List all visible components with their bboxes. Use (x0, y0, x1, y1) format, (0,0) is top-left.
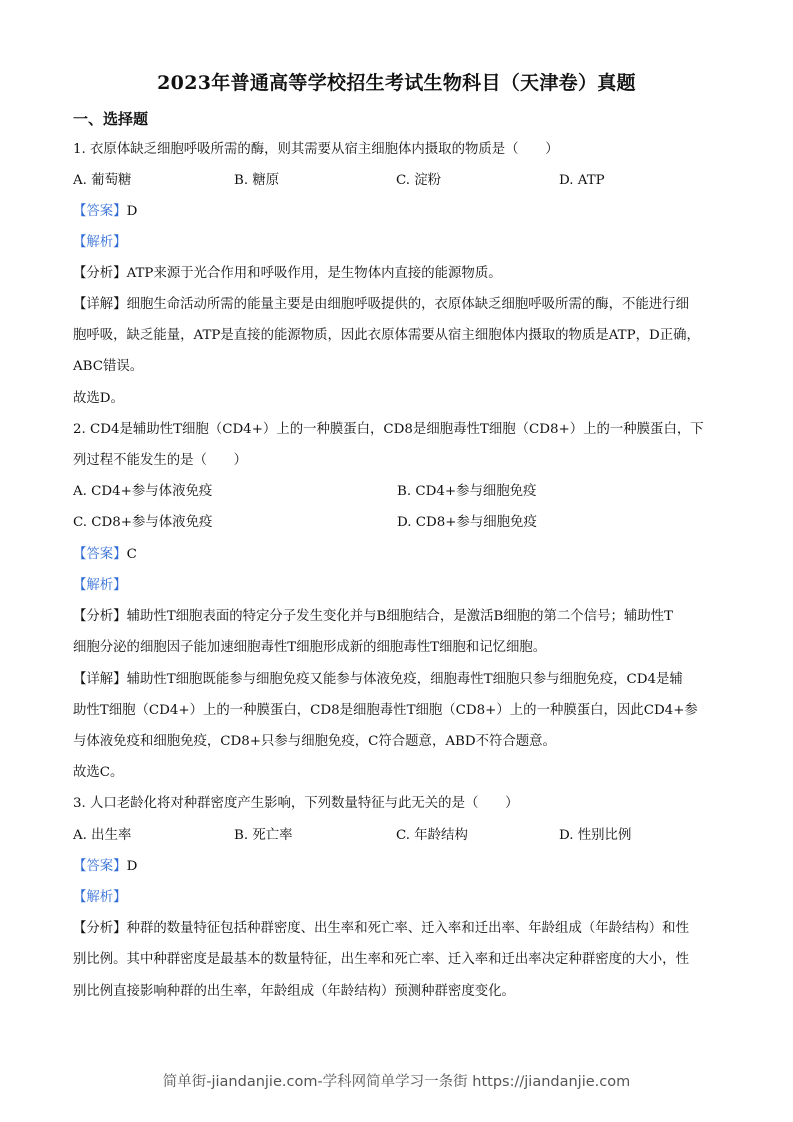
q1-detail-line-3: ABC错误。 (73, 359, 144, 374)
q1-stem: 1. 衣原体缺乏细胞呼吸所需的酶，则其需要从宿主细胞体内摄取的物质是（ ） (73, 142, 559, 157)
q2-stem-line-1: 2. CD4是辅助性T细胞（CD4+）上的一种膜蛋白，CD8是细胞毒性T细胞（CD8+）上的一种膜蛋白，下 (73, 422, 704, 437)
page-title: 2023年普通高等学校招生考试生物科目（天津卷）真题 (157, 72, 636, 94)
q3-fenxi-line-3: 别比例直接影响种群的出生率，年龄组成（年龄结构）预测种群密度变化。 (73, 984, 515, 999)
q3-analysis (73, 889, 127, 907)
analysis-tag: 【解析】 (73, 578, 127, 593)
q2-fenxi-line-1 (73, 608, 673, 626)
q2-conclusion: 故选C。 (73, 765, 124, 780)
q3-fenxi-line-1 (73, 920, 689, 938)
q2-option-d: D. CD8+参与细胞免疫 (397, 515, 537, 530)
answer-tag: 【答案】 (73, 859, 127, 874)
fenxi-tag: 【分析】 (73, 921, 127, 936)
q2-stem-line-2: 列过程不能发生的是（ ） (73, 453, 248, 468)
q3-option-c: C. 年龄结构 (396, 828, 468, 843)
answer-tag: 【答案】 (73, 204, 127, 219)
q2-analysis (73, 577, 127, 595)
q1-conclusion: 故选D。 (73, 391, 124, 406)
q2-fenxi-text-1: 辅助性T细胞表面的特定分子发生变化并与B细胞结合，是激活B细胞的第二个信号；辅助性T (126, 609, 673, 624)
q2-detail-line-3: 与体液免疫和细胞免疫，CD8+只参与细胞免疫，C符合题意，ABD不符合题意。 (73, 734, 556, 749)
fenxi-tag: 【分析】 (73, 609, 127, 624)
q3-fenxi-text-1: 种群的数量特征包括种群密度、出生率和死亡率、迁入率和迁出率、年龄组成（年龄结构）和性 (126, 921, 689, 936)
q2-option-b: B. CD4+参与细胞免疫 (397, 484, 537, 499)
q3-option-b: B. 死亡率 (234, 828, 293, 843)
q1-detail-line-2: 胞呼吸，缺乏能量，ATP是直接的能源物质，因此衣原体需要从宿主细胞体内摄取的物质是ATP，D正确， (73, 328, 700, 343)
q1-option-c: C. 淀粉 (396, 173, 442, 188)
q1-option-b: B. 糖原 (234, 173, 280, 188)
q3-option-d: D. 性别比例 (559, 828, 632, 843)
answer-tag: 【答案】 (73, 547, 127, 562)
q2-detail-line-1 (73, 671, 683, 689)
xiangjie-tag: 【详解】 (73, 297, 127, 312)
q2-fenxi-line-2: 细胞分泌的细胞因子能加速细胞毒性T细胞形成新的细胞毒性T细胞和记忆细胞。 (73, 640, 547, 655)
q1-answer (73, 203, 137, 221)
q2-answer-value: C (126, 547, 137, 562)
q2-detail-text-1: 辅助性T细胞既能参与细胞免疫又能参与体液免疫，细胞毒性T细胞只参与细胞免疫，CD4是辅 (126, 672, 683, 687)
q2-option-c: C. CD8+参与体液免疫 (73, 515, 213, 530)
footer-watermark: 简单街-jiandanjie.com-学科网简单学习一条街 https://jiandanjie.com (162, 1074, 631, 1090)
q1-fenxi-text: ATP来源于光合作用和呼吸作用，是生物体内直接的能源物质。 (126, 266, 502, 281)
q1-answer-value: D (126, 204, 138, 219)
analysis-tag: 【解析】 (73, 890, 127, 905)
q2-option-a: A. CD4+参与体液免疫 (73, 484, 213, 499)
section-heading: 一、选择题 (73, 110, 149, 128)
q3-option-a: A. 出生率 (73, 828, 132, 843)
analysis-tag: 【解析】 (73, 235, 127, 250)
q1-analysis (73, 234, 127, 252)
xiangjie-tag: 【详解】 (73, 672, 127, 687)
q1-option-d: D. ATP (559, 173, 605, 188)
fenxi-tag: 【分析】 (73, 266, 127, 281)
q3-answer (73, 858, 137, 876)
q1-detail-line-1 (73, 296, 689, 314)
q3-fenxi-line-2: 别比例。其中种群密度是最基本的数量特征，出生率和死亡率、迁入率和迁出率决定种群密度的大小，性 (73, 952, 689, 967)
q2-detail-line-2: 助性T细胞（CD4+）上的一种膜蛋白，CD8是细胞毒性T细胞（CD8+）上的一种膜蛋白，因此CD4+参 (73, 703, 698, 718)
q3-answer-value: D (126, 859, 138, 874)
q1-detail-text-1: 细胞生命活动所需的能量主要是由细胞呼吸提供的，衣原体缺乏细胞呼吸所需的酶，不能进行细 (126, 297, 689, 312)
q1-option-a: A. 葡萄糖 (73, 173, 132, 188)
q1-fenxi (73, 265, 502, 283)
q3-stem: 3. 人口老龄化将对种群密度产生影响，下列数量特征与此无关的是（ ） (73, 796, 519, 811)
q2-answer (73, 546, 137, 564)
